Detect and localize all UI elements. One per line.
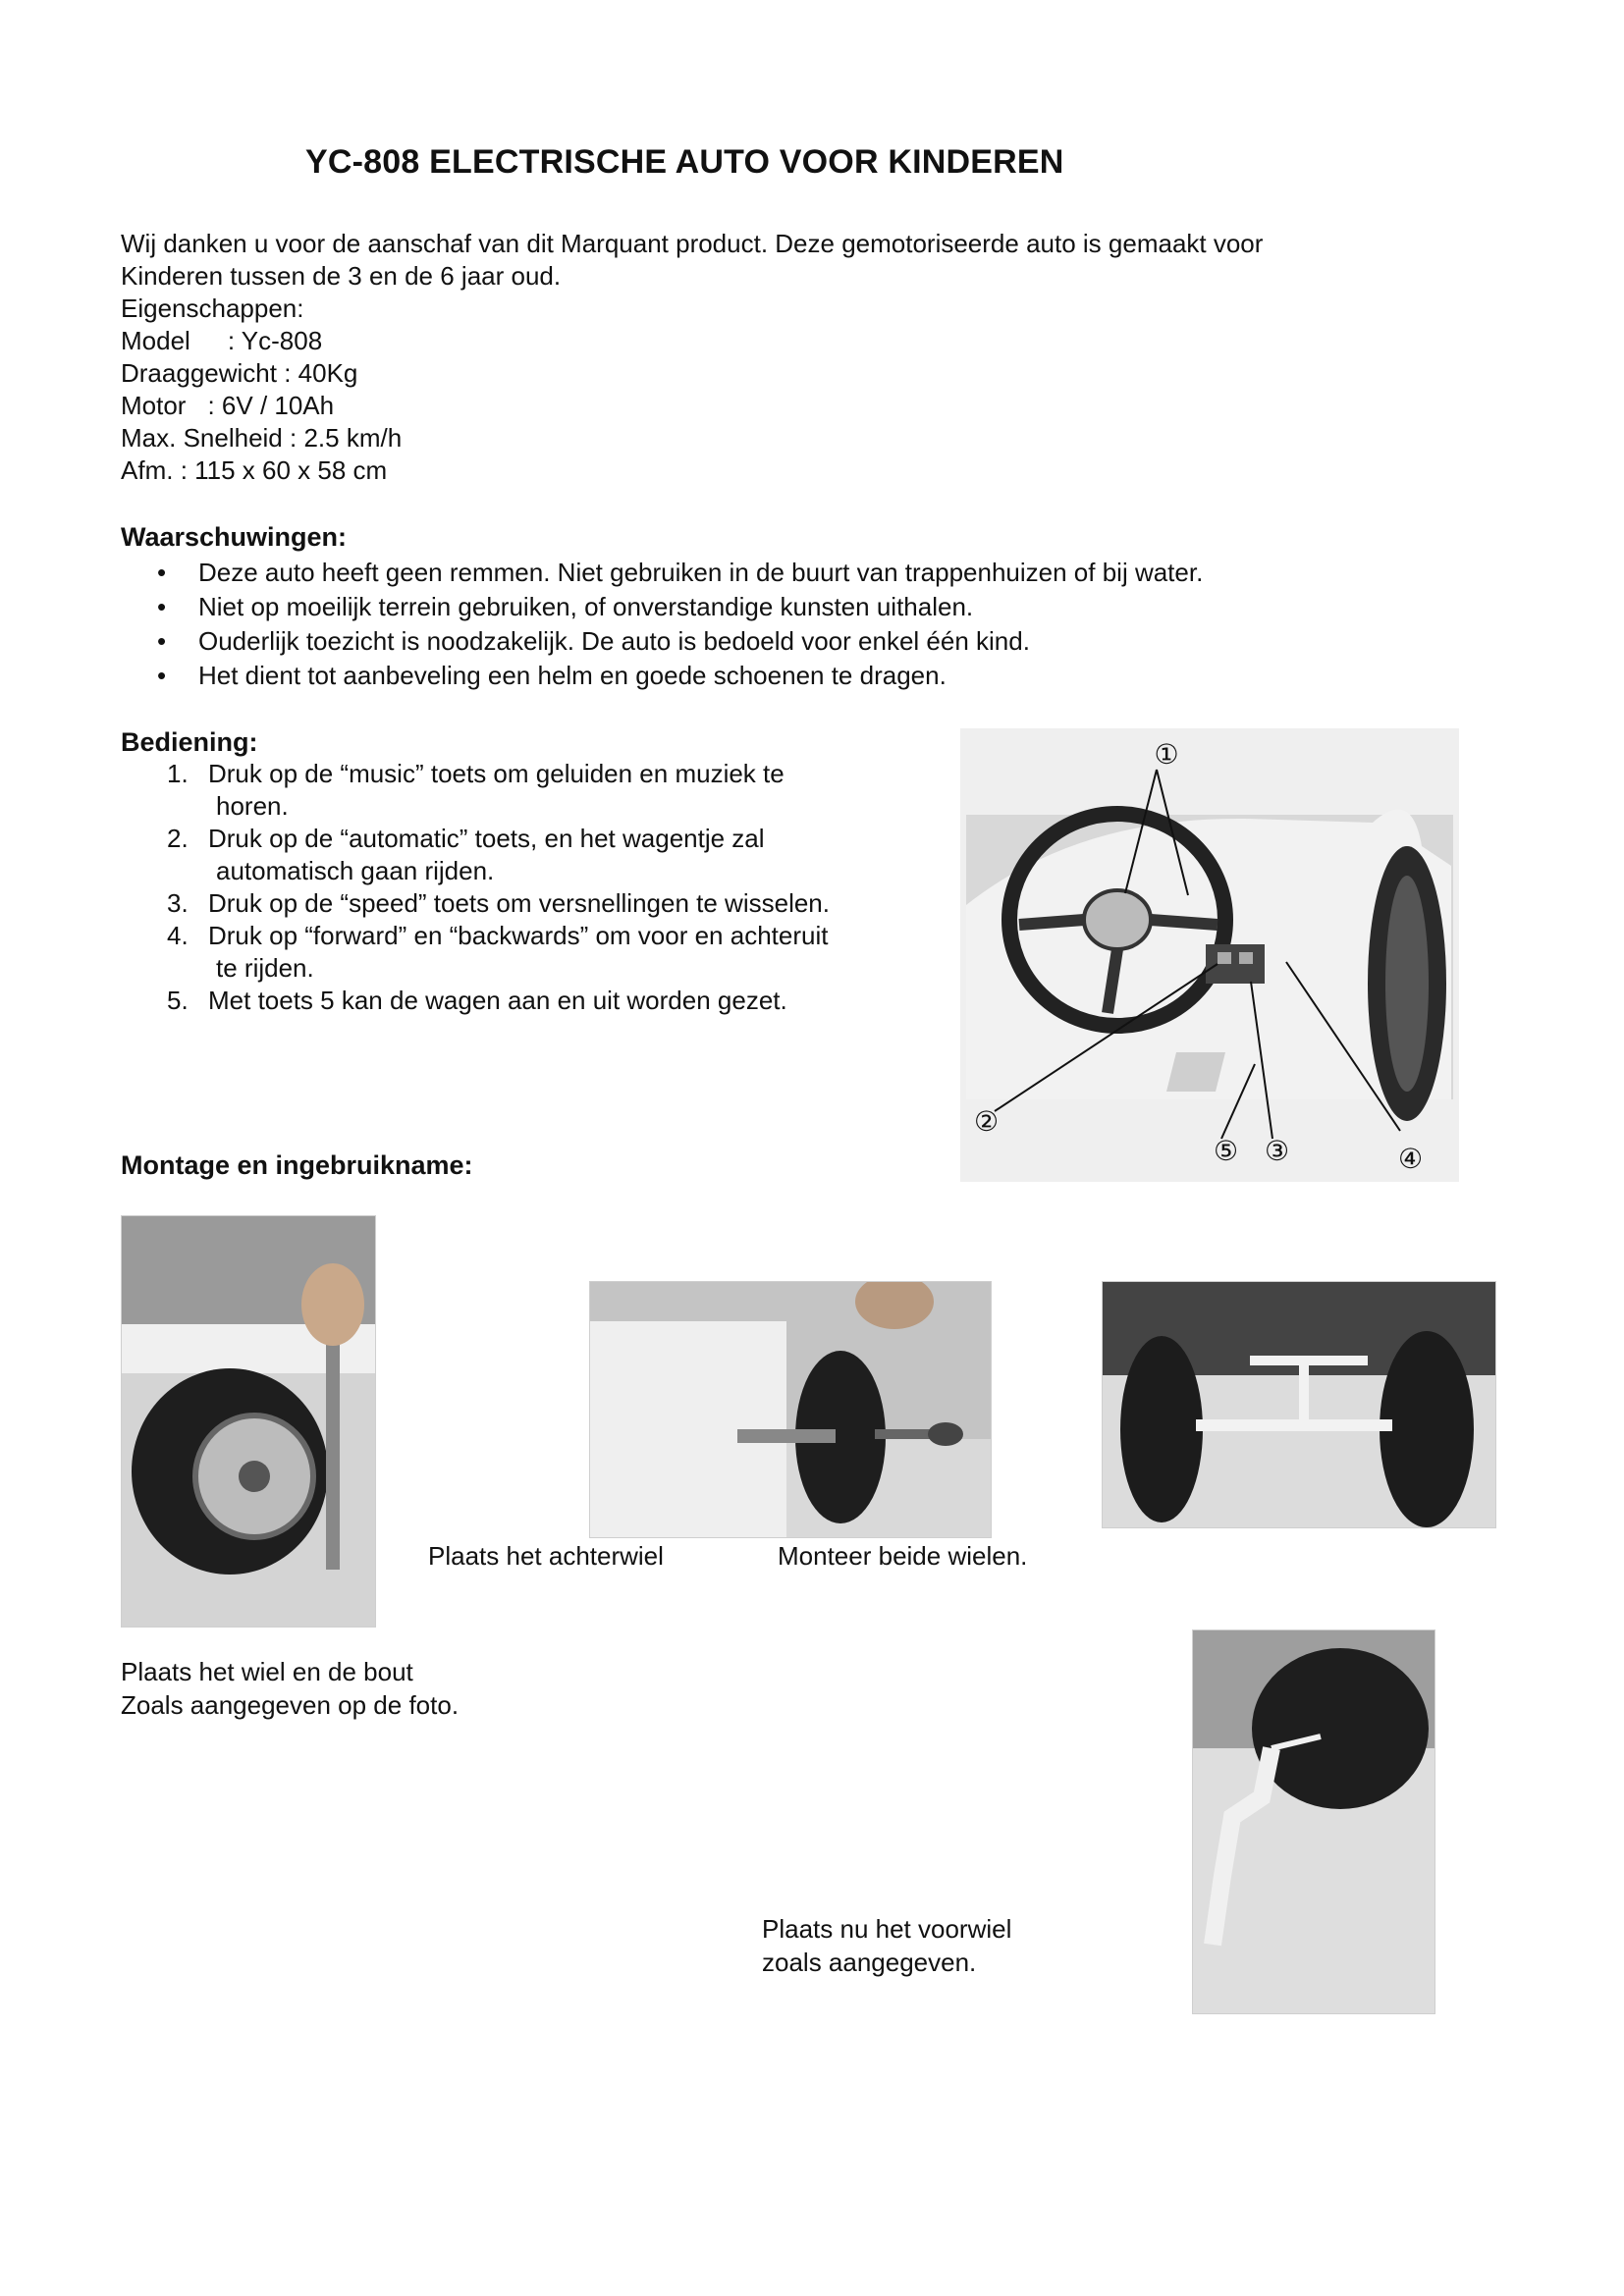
- operation-item: [167, 823, 923, 887]
- spec-speed: [121, 422, 402, 454]
- spec-value: : 115 x 60 x 58 cm: [180, 455, 388, 485]
- item-text: Druk op “forward” en “backwards” om voor en achteruit: [208, 921, 829, 950]
- specifications: [121, 293, 402, 487]
- item-number: 3.: [167, 888, 189, 918]
- spec-value: : Yc-808: [227, 326, 323, 355]
- dashboard-illustration: [960, 728, 1459, 1182]
- intro-line-2: Kinderen tussen de 3 en de 6 jaar oud.: [121, 261, 562, 291]
- spec-dimensions: [121, 454, 402, 487]
- spec-value: : 40Kg: [284, 358, 358, 388]
- spec-value: : 2.5 km/h: [290, 423, 403, 453]
- warning-item: • Deze auto heeft geen remmen. Niet gebruiken in de buurt van trappenhuizen of bij water.: [157, 556, 1203, 590]
- operation-item: [167, 985, 923, 1017]
- assembly-heading: Montage en ingebruikname:: [121, 1150, 473, 1180]
- spec-value: : 6V / 10Ah: [207, 391, 335, 420]
- wheel-bolt-photo: [121, 1215, 376, 1628]
- front-wheel-photo: [1192, 1629, 1435, 2014]
- callout-2: ②: [974, 1105, 1000, 1138]
- caption-line: Plaats nu het voorwiel: [762, 1914, 1012, 1944]
- item-text: Druk op de “music” toets om geluiden en muziek te: [208, 759, 785, 788]
- both-wheels-photo: [1102, 1281, 1496, 1528]
- callout-5: ⑤: [1214, 1135, 1239, 1167]
- operation-item: [167, 920, 923, 985]
- operation-item: [167, 758, 923, 823]
- caption-line: Zoals aangegeven op de foto.: [121, 1690, 460, 1720]
- operation-item: [167, 887, 923, 920]
- item-text: Druk op de “speed” toets om versnellingen te wisselen.: [208, 888, 830, 918]
- callout-1: ①: [1154, 738, 1179, 771]
- spec-motor: [121, 390, 402, 422]
- warning-item: • Het dient tot aanbeveling een helm en goede schoenen te dragen.: [157, 659, 1203, 693]
- item-number: 1.: [167, 759, 189, 788]
- intro-line-1: Wij danken u voor de aanschaf van dit Marquant product. Deze gemotoriseerde auto is gemaakt voor: [121, 229, 1264, 258]
- spec-label: Max. Snelheid: [121, 423, 283, 453]
- callout-3: ③: [1265, 1135, 1290, 1167]
- item-text-cont: automatisch gaan rijden.: [216, 856, 495, 885]
- caption-rear-wheel: Plaats het achterwiel: [428, 1541, 664, 1571]
- spec-label: Draaggewicht: [121, 358, 277, 388]
- operation-list: [167, 758, 923, 1017]
- intro-text: [121, 228, 1476, 293]
- item-number: 5.: [167, 986, 189, 1015]
- item-text: Met toets 5 kan de wagen aan en uit worden gezet.: [208, 986, 787, 1015]
- warnings-list: [157, 556, 1203, 693]
- callout-4: ④: [1398, 1143, 1424, 1175]
- spec-label: Motor: [121, 391, 187, 420]
- caption-both-wheels: Monteer beide wielen.: [778, 1541, 1028, 1571]
- specs-heading: Eigenschappen:: [121, 294, 304, 323]
- caption-wheel-bolt: [121, 1655, 459, 1722]
- item-number: 2.: [167, 824, 189, 853]
- caption-front-wheel: [762, 1912, 1011, 1979]
- operation-heading: Bediening:: [121, 727, 258, 757]
- caption-line: zoals aangegeven.: [762, 1948, 977, 1977]
- spec-weight: [121, 357, 402, 390]
- dashboard-photo: [960, 728, 1459, 1182]
- caption-line: Plaats het wiel en de bout: [121, 1657, 413, 1686]
- warnings-heading: Waarschuwingen:: [121, 522, 348, 552]
- page-title: YC-808 ELECTRISCHE AUTO VOOR KINDEREN: [305, 143, 1064, 181]
- item-text-cont: horen.: [216, 791, 289, 821]
- warning-item: • Ouderlijk toezicht is noodzakelijk. De auto is bedoeld voor enkel één kind.: [157, 624, 1203, 659]
- item-text: Druk op de “automatic” toets, en het wagentje zal: [208, 824, 765, 853]
- spec-label: Afm.: [121, 455, 174, 485]
- rear-wheel-photo: [589, 1281, 992, 1538]
- warning-item: • Niet op moeilijk terrein gebruiken, of onverstandige kunsten uithalen.: [157, 590, 1203, 624]
- spec-model: [121, 325, 402, 357]
- item-number: 4.: [167, 921, 189, 950]
- spec-label: Model: [121, 326, 190, 355]
- item-text-cont: te rijden.: [216, 953, 314, 983]
